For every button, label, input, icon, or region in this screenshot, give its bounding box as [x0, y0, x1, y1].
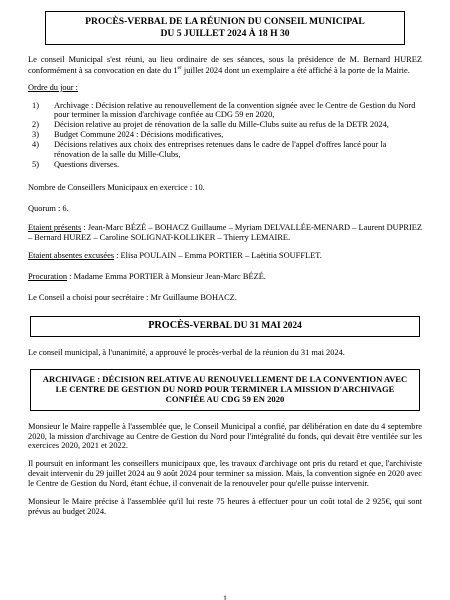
- agenda-item-number: 1): [32, 100, 39, 110]
- archivage-paragraph-1: Monsieur le Maire rappelle à l'assemblée que, le Conseil Municipal a confié, par délibération en date du 4 septembre 2020, la mission d'archivage au Centre de Gestion du Nord pour l'intégralité du fonds, qui devait être ventilée sur les exercices 2020, 2021 et 2022.: [28, 421, 422, 451]
- archivage-title-line2: LE CENTRE DE GESTION DU NORD POUR TERMINER LA MISSION D'ARCHIVAGE: [55, 384, 395, 395]
- intro-sup: er: [177, 64, 182, 71]
- agenda-item-text: Décisions relatives aux choix des entreprises retenues dans le cadre de l'appel d'offres lancé pour la rénovation de la salle du Mille-Clubs,: [54, 140, 387, 160]
- agenda-item: [32, 140, 422, 160]
- intro-text-b: juillet 2024 dont un exemplaire a été affiché à la porte de la Mairie.: [181, 65, 410, 75]
- archivage-title-line1: ARCHIVAGE : DÉCISION RELATIVE AU RENOUVELLEMENT DE LA CONVENTION AVEC: [42, 374, 408, 385]
- agenda-item-number: 3): [32, 130, 39, 140]
- intro-paragraph: [28, 55, 422, 76]
- agenda-item: [32, 100, 422, 121]
- quorum: Quorum : 6.: [28, 203, 69, 213]
- agenda-item-number: 5): [32, 159, 39, 169]
- intro-text-a: Le conseil Municipal s'est réuni, au lieu ordinaire de ses séances, sous la présidence de M. Bernard HUREZ conformément à sa convocation en date du 1: [28, 55, 422, 75]
- proxy: [28, 272, 422, 282]
- agenda-item: [32, 120, 422, 130]
- agenda-item-number: 2): [32, 120, 39, 130]
- document-title-line1: PROCÈS-VERBAL DE LA RÉUNION DU CONSEIL MUNICIPAL: [85, 16, 365, 27]
- archivage-paragraph-2: Il poursuit en informant les conseillers municipaux que, les travaux d'archivage ont pris du retard et que, l'archiviste devait intervenir du 29 juillet 2024 au 9 août 2024 pour terminer sa mission. Mais, la convention signée en 2020 avec le Centre de Gestion du Nord, étant échue, il convenait de la renouveler pour qu'elle puisse intervenir.: [28, 459, 422, 489]
- absent-members: [28, 251, 422, 261]
- pv-approval-text: Le conseil municipal, à l'unanimité, a approuvé le procès-verbal de la réunion du 31 mai 2024.: [28, 348, 345, 358]
- document-title-line2: DU 5 JUILLET 2024 À 18 H 30: [160, 27, 290, 39]
- proxy-text: : Madame Emma PORTIER à Monsieur Jean-Marc BÉZÉ.: [67, 272, 266, 282]
- present-label: Etaient présents: [28, 222, 82, 232]
- present-members: [28, 223, 422, 243]
- agenda-item-text: Budget Commune 2024 : Décisions modificatives,: [54, 130, 224, 140]
- pv-title-rest: VERBAL DU 31 MAI 2024: [192, 321, 302, 332]
- agenda-item-number: 4): [32, 140, 39, 150]
- agenda-list: [32, 100, 422, 170]
- pv-title-big: PROCÈS-: [148, 320, 193, 332]
- secretary: Le Conseil a choisi pour secrétaire : Mr Guillaume BOHACZ.: [28, 293, 237, 303]
- agenda-item-text: Décision relative au projet de rénovation de la salle du Mille-Clubs suite au refus de la DETR 2024,: [54, 120, 389, 130]
- council-count: Nombre de Conseillers Municipaux en exercice : 10.: [28, 182, 205, 192]
- pv-section-heading: [30, 316, 420, 337]
- absent-label: Etaient absentes excusées: [28, 251, 115, 261]
- archivage-paragraph-3: Monsieur le Maire précise à l'assemblée qu'il lui reste 75 heures à effectuer pour un coût total de 2 925€, qui sont prévus au budget 2024.: [28, 497, 422, 516]
- agenda-item-text: Archivage : Décision relative au renouvellement de la convention signée avec le Centre de Gestion du Nord pour terminer la mission d'archivage confiée au CDG 59 en 2020,: [54, 100, 416, 120]
- proxy-label: Procuration: [28, 272, 68, 282]
- absent-list: : Elisa POULAIN – Emma PORTIER – Laëtitia SOUFFLET.: [114, 251, 322, 261]
- document-title-box: [45, 11, 405, 45]
- archivage-title-line3: CONFIÉE AU CDG 59 EN 2020: [165, 394, 285, 405]
- agenda-heading: Ordre du jour :: [28, 82, 79, 92]
- present-list: : Jean-Marc BÉZÉ – BOHACZ Guillaume – Myriam DELVALLÉE-MENARD – Laurent DUPRIEZ – Bernard HUREZ – Caroline SOLIGNAT-KOLLIKER – Thierry LEMAIRE.: [28, 222, 422, 242]
- page-number: 1: [222, 594, 228, 600]
- agenda-item: [32, 159, 422, 170]
- agenda-item-text: Questions diverses.: [54, 159, 120, 169]
- archivage-section-heading: [30, 369, 420, 410]
- agenda-item: [32, 130, 422, 140]
- document-page: [0, 11, 450, 600]
